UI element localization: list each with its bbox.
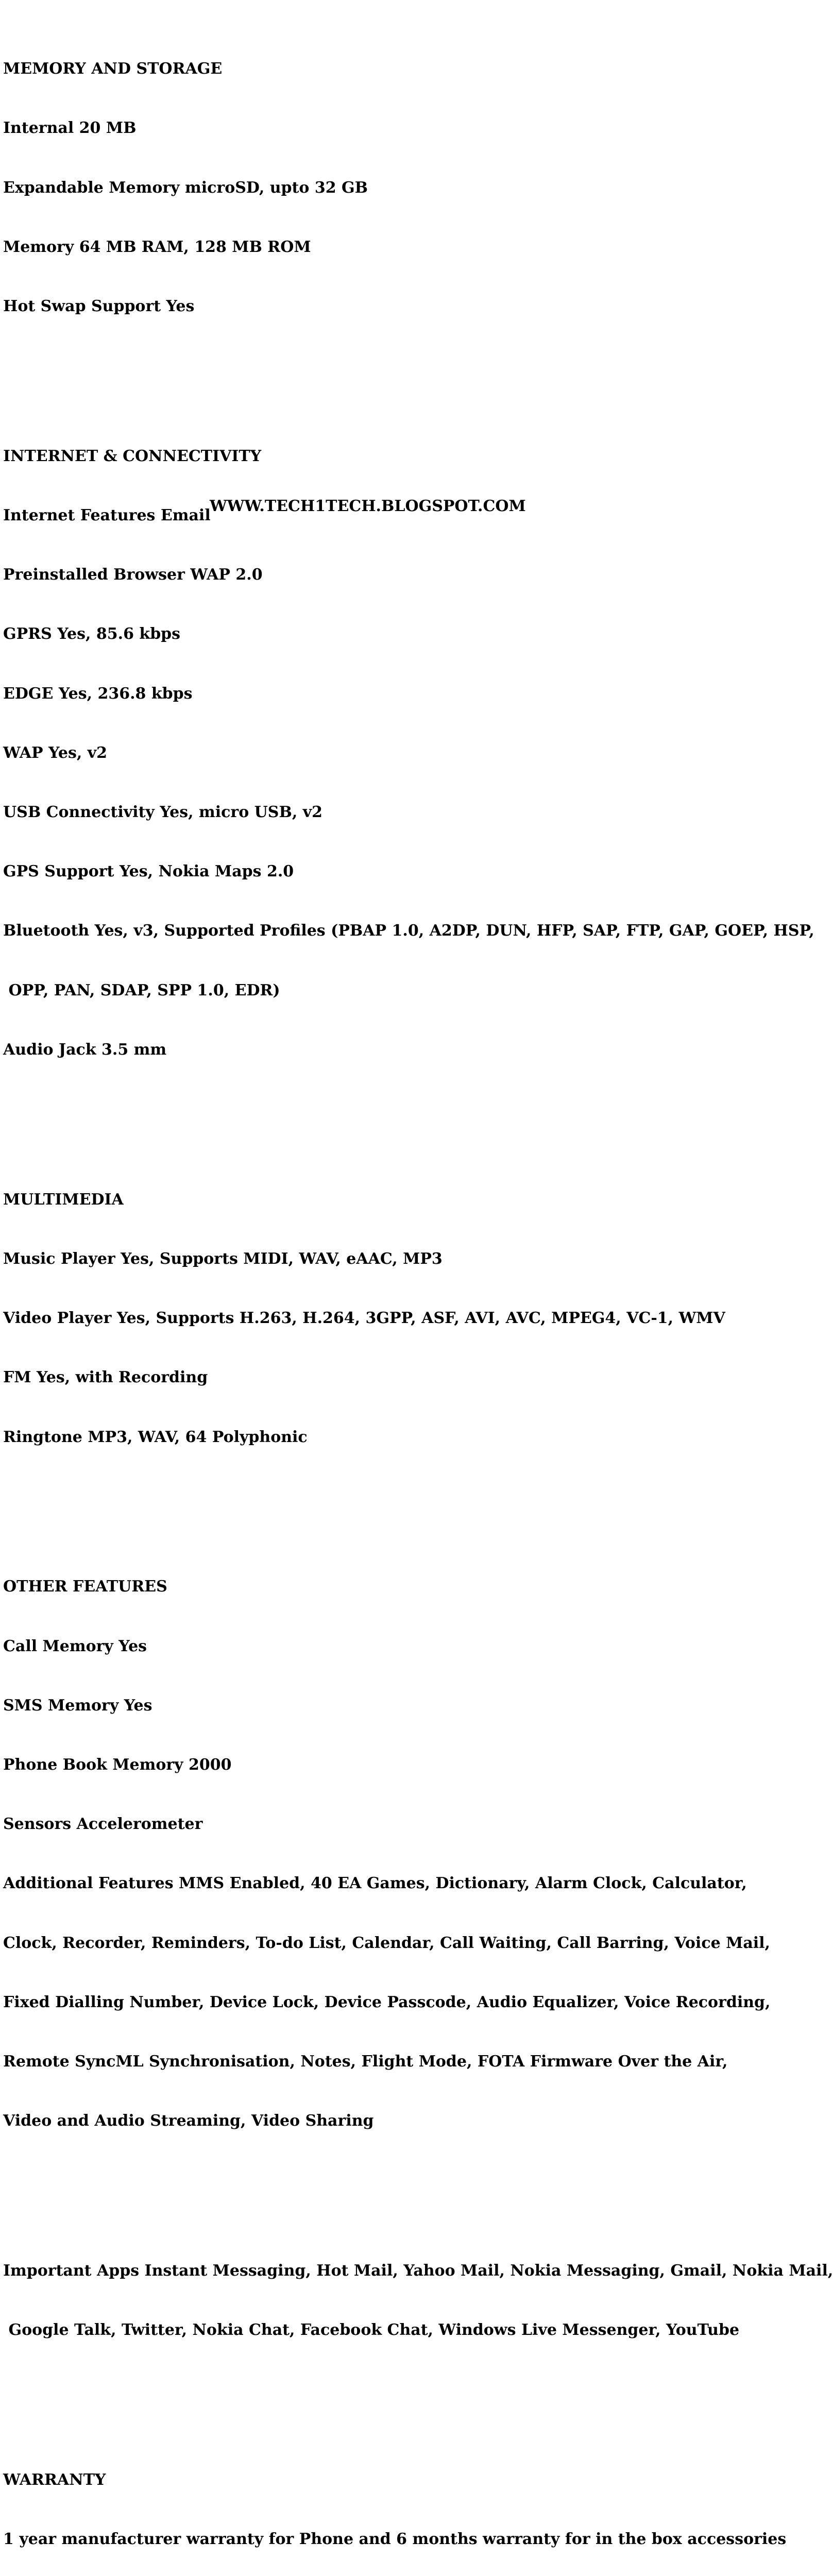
warranty-heading: WARRANTY (3, 2471, 106, 2489)
multimedia-line-video: Video Player Yes, Supports H.263, H.264, 3GPP, ASF, AVI, AVC, MPEG4, VC-1, WMV (3, 1309, 725, 1328)
internet-heading: INTERNET & CONNECTIVITY (3, 447, 262, 465)
other-line-additional-3: Fixed Dialling Number, Device Lock, Device Passcode, Audio Equalizer, Voice Recording, (3, 1993, 771, 2011)
watermark-url: WWW.TECH1TECH.BLOGSPOT.COM (210, 497, 526, 515)
other-line-call-memory: Call Memory Yes (3, 1637, 147, 1655)
apps-line-2: Google Talk, Twitter, Nokia Chat, Facebook Chat, Windows Live Messenger, YouTube (3, 2321, 740, 2340)
section-spacer (3, 1099, 824, 1111)
internet-line-bluetooth: Bluetooth Yes, v3, Supported Profiles (PBAP 1.0, A2DP, DUN, HFP, SAP, FTP, GAP, GOEP, HSP, (3, 922, 814, 940)
memory-line-expandable: Expandable Memory microSD, upto 32 GB (3, 178, 368, 197)
spec-document (3, 0, 833, 2576)
multimedia-line-ringtone: Ringtone MP3, WAV, 64 Polyphonic (3, 1428, 308, 1446)
other-line-additional-2: Clock, Recorder, Reminders, To-do List, Calendar, Call Waiting, Call Barring, Voice Mail, (3, 1934, 770, 1952)
internet-line-features: Internet Features Email (3, 506, 211, 525)
other-line-sensors: Sensors Accelerometer (3, 1815, 203, 1834)
section-spacer (3, 2171, 824, 2182)
section-spacer (3, 1487, 824, 1498)
other-heading: OTHER FEATURES (3, 1578, 167, 1596)
other-line-additional-4: Remote SyncML Synchronisation, Notes, Flight Mode, FOTA Firmware Over the Air, (3, 2052, 728, 2071)
other-line-phonebook: Phone Book Memory 2000 (3, 1755, 232, 1774)
internet-line-wap: WAP Yes, v2 (3, 743, 108, 762)
multimedia-line-fm: FM Yes, with Recording (3, 1368, 208, 1387)
internet-line-audio-jack: Audio Jack 3.5 mm (3, 1040, 167, 1059)
warranty-line: 1 year manufacturer warranty for Phone and 6 months warranty for in the box accessories (3, 2530, 787, 2549)
section-spacer (3, 356, 824, 367)
other-line-additional-1: Additional Features MMS Enabled, 40 EA Games, Dictionary, Alarm Clock, Calculator, (3, 1874, 747, 1893)
multimedia-line-music: Music Player Yes, Supports MIDI, WAV, eAAC, MP3 (3, 1249, 443, 1268)
internet-line-bluetooth-cont: OPP, PAN, SDAP, SPP 1.0, EDR) (3, 981, 280, 999)
section-spacer (3, 2380, 824, 2391)
apps-line-1: Important Apps Instant Messaging, Hot Mail, Yahoo Mail, Nokia Messaging, Gmail, Nokia Mail, (3, 2262, 833, 2280)
other-line-additional-5: Video and Audio Streaming, Video Sharing (3, 2112, 374, 2130)
internet-line-browser: Preinstalled Browser WAP 2.0 (3, 566, 263, 584)
multimedia-heading: MULTIMEDIA (3, 1190, 124, 1209)
memory-line-internal: Internal 20 MB (3, 119, 137, 138)
memory-line-hot-swap: Hot Swap Support Yes (3, 297, 195, 316)
memory-heading: MEMORY AND STORAGE (3, 60, 223, 78)
internet-line-usb: USB Connectivity Yes, micro USB, v2 (3, 803, 323, 822)
internet-line-gprs: GPRS Yes, 85.6 kbps (3, 625, 181, 643)
memory-line-ram-rom: Memory 64 MB RAM, 128 MB ROM (3, 238, 311, 256)
internet-line-gps: GPS Support Yes, Nokia Maps 2.0 (3, 862, 294, 881)
internet-line-edge: EDGE Yes, 236.8 kbps (3, 684, 193, 703)
other-line-sms-memory: SMS Memory Yes (3, 1696, 152, 1715)
